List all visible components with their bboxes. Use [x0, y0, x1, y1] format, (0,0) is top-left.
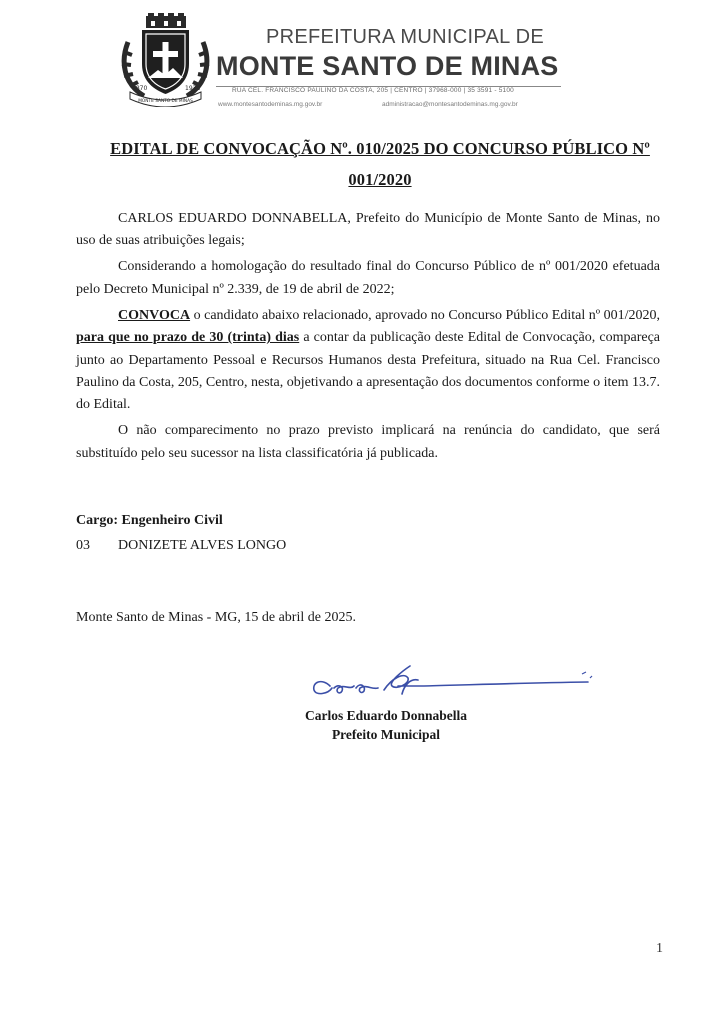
paragraph-non-attendance: O não comparecimento no prazo previsto implicará na renúncia do candidato, que será substituído pelo seu sucessor na lista classificatória já publicada. — [76, 423, 660, 461]
signatory-block — [286, 706, 486, 744]
crest-ribbon-text: MONTE SANTO DE MINAS — [138, 99, 193, 104]
paragraph-preamble: CARLOS EDUARDO DONNABELLA, Prefeito do Município de Monte Santo de Minas, no uso de suas atribuições legais; — [76, 211, 660, 249]
letterhead-address: RUA CEL. FRANCISCO PAULINO DA COSTA, 205 | CENTRO | 37968-000 | 35 3591 - 5100 — [232, 87, 514, 94]
document-title-line-2: 001/2020 — [348, 170, 412, 189]
municipal-crest-icon — [118, 12, 213, 107]
letterhead-title-top: PREFEITURA MUNICIPAL DE — [266, 26, 545, 48]
convoca-text-b: a contar da publicação deste Edital de Convocação, compareça junto ao Departamento Pessoal e Recursos Humanos desta Prefeitura, situado na Rua Cel. Francisco Paulino da Costa, 205, Centro, nesta, objetivando a apresentação dos documentos conforme o item 13.7. do Edital. — [76, 330, 660, 413]
paragraph-convoca — [76, 305, 660, 417]
place-and-date: Monte Santo de Minas - MG, 15 de abril de 2025. — [76, 610, 356, 625]
crest-year-right: 1938 — [185, 85, 201, 92]
document-title — [60, 133, 700, 195]
handwritten-signature — [292, 664, 602, 712]
paragraph-considerando: Considerando a homologação do resultado final do Concurso Público de nº 001/2020 efetuada pelo Decreto Municipal nº 2.339, de 19 de abril de 2022; — [76, 259, 660, 297]
convoca-keyword: CONVOCA — [118, 307, 191, 323]
signatory-role: Prefeito Municipal — [331, 727, 441, 742]
letterhead — [118, 12, 578, 112]
signatory-name: Carlos Eduardo Donnabella — [304, 708, 468, 723]
cargo-label: Cargo: Engenheiro Civil — [76, 513, 223, 528]
letterhead-website-link[interactable]: www.montesantodeminas.mg.gov.br — [218, 101, 323, 108]
document-title-line-1: EDITAL DE CONVOCAÇÃO Nº. 010/2025 DO CONCURSO PÚBLICO Nº — [110, 139, 650, 158]
convoca-text-a: o candidato abaixo relacionado, aprovado no Concurso Público Edital nº 001/2020, — [190, 307, 660, 323]
candidate-name: DONIZETE ALVES LONGO — [118, 538, 287, 553]
page-number: 1 — [656, 941, 663, 956]
letterhead-title-main: MONTE SANTO DE MINAS — [216, 51, 559, 81]
crest-year-left: 1870 — [132, 85, 148, 92]
letterhead-email-link[interactable]: administracao@montesantodeminas.mg.gov.br — [382, 101, 518, 108]
deadline-phrase: para que no prazo de 30 (trinta) dias — [76, 330, 300, 346]
candidate-row — [76, 538, 286, 554]
document-body — [76, 208, 660, 469]
candidate-position: 03 — [76, 538, 90, 553]
